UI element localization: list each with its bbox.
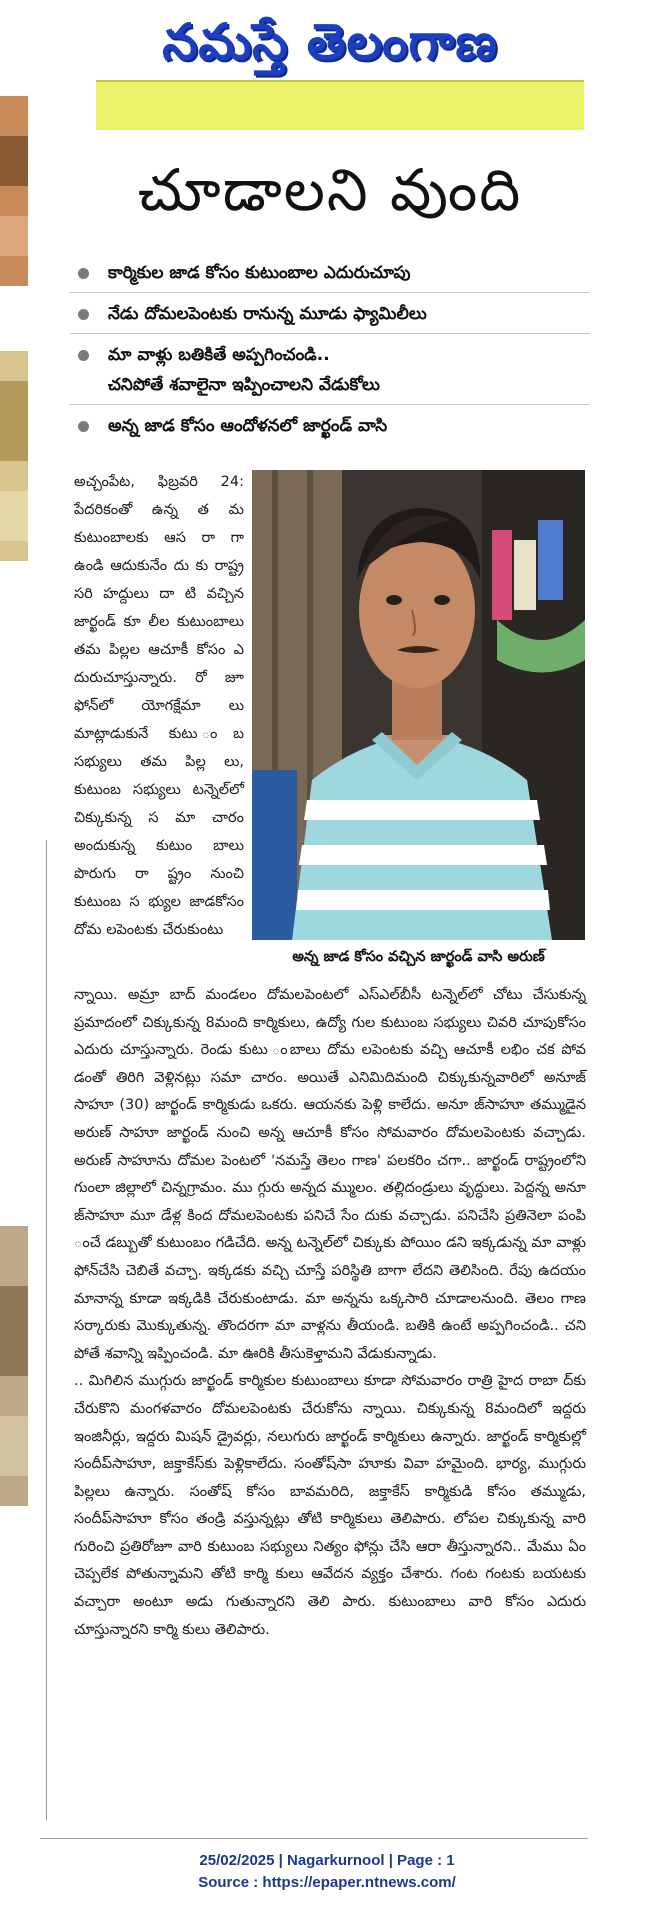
bullet-text: మా వాళ్లు బతికితే అప్పగించండి.. <box>108 345 330 365</box>
highlight-bullets <box>70 258 590 451</box>
newspaper-masthead <box>120 6 540 78</box>
bullet-text: నేడు దోమలపెంటకు రానున్న మూడు ఫ్యామిలీలు <box>108 304 427 324</box>
bullet-item <box>70 258 590 293</box>
bullet-text: అన్న జాడ కోసం ఆందోళనలో జార్ఖండ్ వాసి <box>108 416 388 436</box>
footer-date-edition: 25/02/2025 | Nagarkurnool | Page : 1 <box>199 1852 455 1869</box>
adjacent-photo-top <box>0 96 28 286</box>
bullet-item <box>70 411 590 445</box>
body-paragraph: .. మిగిలిన ముగ్గురు జార్ఖండ్ కార్మికుల కుటుంబాలు కూడా సోమవారం రాత్రి హైద రాబా ద్‌కు చేరుకొని మంగళవారం దోమలపెంటకు చేరుకోను న్నాయి. చిక్కుకున్న 8మందిలో ఇద్దరు ఇంజినీర్లు, ఇద్దరు మిషన్ డ్రైవర్లు, నలుగురు జార్ఖండ్ కార్మికులు ఉన్నారు. జార్ఖండ్ కార్మికుల్లో సందీప్‌సాహూ, జక్తాకేస్‌కు పెళ్లికాలేదు. సంతోష్‌సా హూకు వివా హమైంది. భార్య, ముగ్గురు పిల్లలు ఉన్నారు. సంతోష్ కోసం బావమరిది, జక్తాకేస్ కార్మికుడి కోసం తమ్ముడు, సందీప్‌సాహూ కోసం తండ్రి వస్తున్నట్లు తోటి కార్మికులు తెలిపారు. లోపల చిక్కుకున్న వారి గురించి ప్రతిరోజూ వారి కుటుంబ సభ్యులు నిత్యం ఫోన్లు చేసి ఆరా తీస్తున్నారని.. మేము ఏం చెప్పలేక పోతున్నామని తోటి కార్మి కులు ఆవేదన వ్యక్తం చేశారు. గంట గంటకు బయటకు వచ్చారా అంటూ అడు గుతున్నారని తెలి పారు. కుటుంబాలు వారి కోసం ఎదురు చూస్తున్నారని కార్మి కులు తెలిపారు. <box>74 1373 586 1638</box>
article-photo <box>252 470 585 940</box>
footer-source: Source : https://epaper.ntnews.com/ <box>198 1874 456 1891</box>
masthead-title: నమస్తే తెలంగాణ <box>162 13 498 71</box>
bullet-text: కార్మికుల జాడ కోసం కుటుంబాల ఎదురుచూపు <box>108 263 411 283</box>
adjacent-photo-middle <box>0 351 28 561</box>
bullet-dot-icon <box>78 309 89 320</box>
article-body <box>74 982 586 1644</box>
bullet-text-line2: చనిపోతే శవాలైనా ఇప్పించాలని వేడుకోలు <box>108 375 380 395</box>
article-headline: చూడాలని వుంది <box>137 156 523 224</box>
bullet-item <box>70 299 590 334</box>
bullet-dot-icon <box>78 421 89 432</box>
bullet-dot-icon <box>78 350 89 361</box>
photo-caption: అన్న జాడ కోసం వచ్చిన జార్ఖండ్ వాసి అరుణ్ <box>292 949 545 965</box>
column-divider <box>46 840 47 1820</box>
footer-divider <box>40 1838 588 1839</box>
article-lead-column: అచ్చంపేట, ఫిబ్రవరి 24: పేదరికంతో ఉన్న త మ కుటుంబాలకు ఆస రా గా ఉండి ఆదుకునేం దు కు రాష్ట్ర సరి హద్దులు దా టి వచ్చిన జార్ఖండ్ కూ లీల కుటుంబాలు తమ పిల్లల ఆచూకీ కోసం ఎ దురుచూస్తున్నారు. రో జూ ఫోన్‌లో యోగక్షేమా లు మాట్లాడుకునే కుటు ంబ సభ్యులు తమ పిల్ల లు, కుటుంబ సభ్యులు టన్నెల్‌లో చిక్కుకున్న స మా చారం అందుకున్న కుటుం బాలు పొరుగు రా ష్ట్రం నుంచి కుటుంబ స భ్యుల జాడకోసం దోమ లపెంటకు చేరుకుంటు <box>74 474 244 938</box>
body-paragraph: న్నాయి. అమ్రా బాద్ మండలం దోమలపెంటలో ఎస్ఎల్‌బీసీ టన్నెల్‌లో చోటు చేసుకున్న ప్రమాదంలో చిక్కుకున్న 8మంది కార్మికులు, ఉద్యో గుల కుటుంబ సభ్యులు చివరి చూపుకోసం ఎదురు చూస్తున్నారు. రెండు కుటు ంబాలు దోమ లపెంటకు వచ్చి ఆచూకీ లభిం చక పోవ డంతో తిరిగి వెళ్లినట్లు సమా చారం. అయితే ఎనిమిదిమంది చిక్కుకున్నవారిలో అనూజ్ సాహూ (30) జార్ఖండ్ కార్మికుడు ఒకరు. ఆయనకు పెళ్లి కాలేదు. అనూ జ్‌సాహూ తమ్ముడైన అరుణ్ సాహూ జార్ఖండ్ నుంచి అన్న ఆచూకీ కోసం సోమవారం దోమలపెంటకు వచ్చాడు. అరుణ్ సాహూను దోమల పెంటలో 'నమస్తే తెలం గాణ' పలకరిం చగా.. జార్ఖండ్ రాష్ట్రంలోని గుంలా జిల్లాలో చిన్నగ్రామం. ము గ్గురు అన్నద మ్ములం. తల్లిదండ్రులు వృద్ధులు. పెద్దన్న అనూ జ్‌సాహూ మూ డేళ్ల కింద దోమలపెంటకు పనిచే సేం దుకు వచ్చాడు. పనిచేసి ప్రతినెలా పంపి ంచే డబ్బుతో కుటుంబం గడిచేది. అన్న టన్నెల్‌లో చిక్కుకు పోయిం డని ఇక్కడున్న మా వాళ్లు ఫోన్‌చేసి చెబితే వచ్చా. ఇక్కడకు వచ్చి చూస్తే పరిస్థితి బాగా లేదని తెలిసింది. రేపు ఉదయం మానాన్న కూడా ఇక్కడికి చేరుకుంటాడు. మా అన్నను ఒక్కసారి చూడాలనుంది. తెలం గాణ సర్కారుకు మొక్కుతున్న. తొందరగా మా వాళ్లను తీయండి. బతికి ఉంటే అప్పగించండి.. చని పోతే శవాన్ని ఇప్పించండి. మా ఊరికి తీసుకెళ్తామని వేడుకున్నాడు. <box>74 987 586 1362</box>
page-footer <box>0 1850 654 1894</box>
bullet-dot-icon <box>78 268 89 279</box>
adjacent-column-strip <box>0 96 28 1816</box>
masthead-highlight-bar <box>96 80 584 130</box>
bullet-item <box>70 340 590 405</box>
portrait-illustration <box>252 470 585 940</box>
adjacent-photo-bottom <box>0 1226 28 1506</box>
